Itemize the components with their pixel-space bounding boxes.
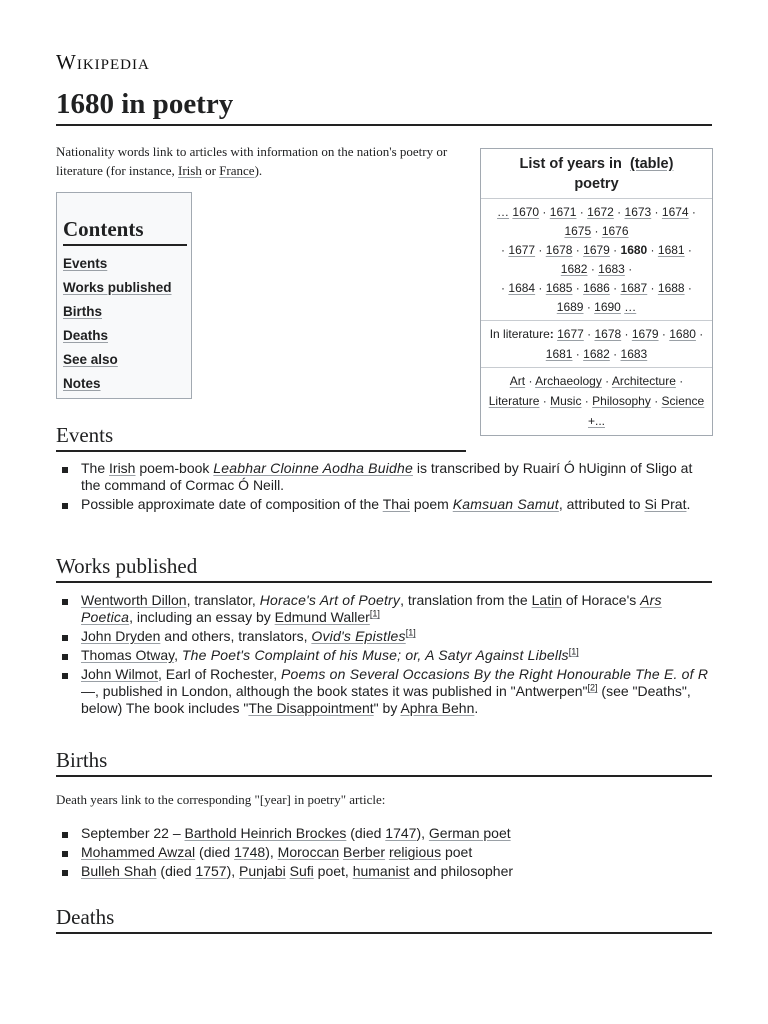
year-link-1686[interactable]: 1686 [583, 281, 610, 295]
separator: · [651, 205, 662, 219]
latin-link[interactable]: Latin [531, 592, 562, 608]
table-of-contents [56, 192, 192, 399]
toc-item-deaths[interactable]: Deaths [63, 328, 109, 343]
separator: · [684, 243, 692, 257]
list-item: Possible approximate date of composition of the Thai poem Kamsuan Samut, attributed to Si Prat. [62, 496, 712, 513]
kamsuan-samut-link[interactable]: Kamsuan Samut [452, 496, 559, 512]
reference-link[interactable]: [1] [369, 608, 380, 619]
list-item: The Irish poem-book Leabhar Cloinne Aodha Buidhe is transcribed by Ruairí Ó hUiginn of Sligo at the command of Cormac Ó Neill. [62, 460, 712, 494]
author-link[interactable]: Wentworth Dillon [81, 592, 187, 608]
toc-list [63, 252, 186, 396]
german-poet-link[interactable]: German poet [428, 825, 511, 841]
year-link-1677[interactable]: 1677 [557, 327, 584, 341]
separator: · [609, 347, 621, 361]
separator: · [535, 281, 546, 295]
events-list [62, 460, 712, 515]
arts-link-art[interactable]: Art [509, 374, 526, 388]
list-item: Wentworth Dillon, translator, Horace's Art of Poetry, translation from the Latin of Horace's Ars Poetica, including an essay by Edmund Waller[1] [62, 592, 712, 626]
reference-link[interactable]: [2] [587, 682, 598, 693]
year-link-1673[interactable]: 1673 [624, 205, 652, 219]
year-link-1679[interactable]: 1679 [583, 243, 610, 257]
year-link-1670[interactable]: 1670 [512, 205, 540, 219]
births-list [62, 825, 712, 882]
separator: · [539, 394, 551, 408]
navbox-years: … 1670 · 1671 · 1672 · 1673 · 1674 · 1675 · 1676 · 1677 · 1678 · 1679 · 1680 · 1681 · 1682 · 1683 · · 1684 · 1685 · 1686 · 1687 · 1688 · 1689 · 1690 … [481, 199, 712, 321]
literature-label: In literature [489, 327, 550, 341]
navbox-title-text: poetry [574, 176, 619, 192]
arts-link-science[interactable]: Science [661, 394, 705, 408]
page-title: 1680 in poetry [56, 86, 712, 126]
section-heading-events: Events [56, 422, 466, 452]
arts-link-archaeology[interactable]: Archaeology [535, 374, 602, 388]
navbox-title-text: List of years in [519, 156, 622, 172]
years-navbox [480, 148, 713, 436]
separator: · [576, 205, 588, 219]
humanist-link[interactable]: humanist [352, 863, 410, 879]
separator: · [583, 300, 595, 314]
moroccan-link[interactable]: Moroccan [277, 844, 340, 860]
table-link[interactable]: (table) [629, 156, 674, 172]
year-link-1679[interactable]: 1679 [631, 327, 659, 341]
toc-item-works-published[interactable]: Works published [63, 280, 172, 295]
year-link[interactable]: 1747 [385, 825, 417, 841]
section-heading-deaths: Deaths [56, 904, 712, 934]
year-link-1684[interactable]: 1684 [508, 281, 536, 295]
thai-link[interactable]: Thai [382, 496, 410, 512]
ellipsis-link[interactable]: … [497, 205, 510, 219]
author-link[interactable]: John Wilmot [81, 666, 159, 682]
reference-link[interactable]: [1] [568, 646, 579, 657]
year-link-1675[interactable]: 1675 [564, 224, 592, 238]
separator: · [539, 205, 550, 219]
irish-link[interactable]: Irish [178, 163, 202, 178]
sufi-link[interactable]: Sufi [289, 863, 314, 879]
toc-item-see-also[interactable]: See also [63, 352, 118, 367]
list-item: John Dryden and others, translators, Ovid's Epistles[1] [62, 628, 712, 645]
section-heading-births: Births [56, 747, 712, 777]
arts-link-architecture[interactable]: Architecture [611, 374, 676, 388]
berber-link[interactable]: Berber [343, 844, 386, 860]
year-link-1681[interactable]: 1681 [657, 243, 685, 257]
author-link[interactable]: Edmund Waller [274, 609, 370, 625]
list-item: Mohammed Awzal (died 1748), Moroccan Berber religious poet [62, 844, 712, 861]
section-heading-works-published: Works published [56, 553, 712, 583]
france-link[interactable]: France [219, 163, 255, 178]
navbox-literature: In literature: 1677 · 1678 · 1679 · 1680 · 1681 · 1682 · 1683 [481, 321, 712, 368]
year-link-1680[interactable]: 1680 [669, 327, 696, 341]
separator: · [658, 327, 670, 341]
year-link-1674[interactable]: 1674 [661, 205, 689, 219]
separator: · [572, 243, 584, 257]
poem-book-link[interactable]: Leabhar Cloinne Aodha Buidhe [213, 460, 413, 476]
year-link-1678[interactable]: 1678 [545, 243, 573, 257]
separator: · [583, 327, 595, 341]
year-link-1689[interactable]: 1689 [556, 300, 584, 314]
ellipsis-link[interactable]: … [624, 300, 637, 314]
intro-text: or [201, 163, 220, 178]
year-link-1672[interactable]: 1672 [587, 205, 614, 219]
author-link[interactable]: Aphra Behn [400, 700, 475, 716]
separator: · [647, 281, 658, 295]
person-link[interactable]: Barthold Heinrich Brockes [184, 825, 347, 841]
reference-link[interactable]: [1] [405, 627, 416, 638]
author-link[interactable]: John Dryden [81, 628, 161, 644]
arts-link-philosophy[interactable]: Philosophy [592, 394, 651, 408]
ovid-epistles-link[interactable]: Ovid's Epistles [311, 628, 406, 644]
year-link-1683[interactable]: 1683 [598, 262, 625, 276]
separator: · [572, 281, 584, 295]
year-link-1685[interactable]: 1685 [545, 281, 573, 295]
intro-text: ). [254, 163, 263, 178]
si-prat-link[interactable]: Si Prat [644, 496, 687, 512]
toc-item-notes[interactable]: Notes [63, 376, 101, 391]
ars-poetica-link[interactable]: Ars Poetica [81, 592, 662, 625]
year-link-1676[interactable]: 1676 [601, 224, 629, 238]
year-link[interactable]: 1748 [234, 844, 266, 860]
separator: · [587, 262, 599, 276]
religious-link[interactable]: religious [388, 844, 442, 860]
year-link-1683[interactable]: 1683 [620, 347, 648, 361]
births-note: Death years link to the corresponding "[year] in poetry" article: [56, 792, 386, 807]
separator: · [647, 243, 658, 257]
year-link-1681[interactable]: 1681 [545, 347, 573, 361]
separator: · [501, 281, 509, 295]
list-item: John Wilmot, Earl of Rochester, Poems on Several Occasions By the Right Honourable The E. of R—, published in London, although the book states it was published in "Antwerpen"[2] (see "Deaths", below) The book includes "The Disappointment" by Aphra Behn. [62, 666, 712, 717]
year-link-1688[interactable]: 1688 [657, 281, 685, 295]
year-link-1678[interactable]: 1678 [594, 327, 622, 341]
separator: · [601, 374, 612, 388]
person-link[interactable]: Mohammed Awzal [81, 844, 196, 860]
year-link-1682[interactable]: 1682 [560, 262, 588, 276]
separator: · [650, 394, 662, 408]
year-link-1671[interactable]: 1671 [549, 205, 577, 219]
separator: · [684, 281, 692, 295]
year-link-1687[interactable]: 1687 [620, 281, 648, 295]
list-item: September 22 – Barthold Heinrich Brockes (died 1747), German poet [62, 825, 712, 842]
separator: · [613, 205, 625, 219]
year-link-1680: 1680 [620, 243, 648, 257]
separator: · [675, 374, 684, 388]
wikipedia-wordmark[interactable]: Wikipedia [56, 50, 150, 74]
separator: · [525, 374, 536, 388]
separator: · [581, 394, 593, 408]
more-link[interactable]: +... [587, 414, 605, 428]
list-item: Bulleh Shah (died 1757), Punjabi Sufi poet, humanist and philosopher [62, 863, 712, 880]
separator: · [695, 327, 704, 341]
separator: · [535, 243, 546, 257]
separator: · [609, 243, 621, 257]
year-link-1690[interactable]: 1690 [594, 300, 621, 314]
author-link[interactable]: Thomas Otway [81, 647, 175, 663]
irish-link[interactable]: Irish [109, 460, 136, 476]
navbox-title [481, 149, 712, 199]
separator: · [688, 205, 696, 219]
toc-item-events[interactable]: Events [63, 256, 108, 271]
navbox-arts [481, 368, 712, 435]
separator: · [572, 347, 584, 361]
list-item: Thomas Otway, The Poet's Complaint of his Muse; or, A Satyr Against Libells[1] [62, 647, 712, 664]
arts-link-music[interactable]: Music [550, 394, 582, 408]
poem-link[interactable]: The Disappointment [248, 700, 374, 716]
person-link[interactable]: Bulleh Shah [81, 863, 157, 879]
arts-link-literature[interactable]: Literature [488, 394, 540, 408]
intro-paragraph [56, 142, 468, 180]
toc-item-births[interactable]: Births [63, 304, 103, 319]
toc-title: Contents [63, 217, 187, 246]
intro-text: Nationality words link to articles with information on the nation's poetry or literature (for instance, [56, 144, 448, 178]
year-link[interactable]: 1757 [195, 863, 227, 879]
separator: · [501, 243, 509, 257]
separator: · [591, 224, 602, 238]
separator: · [621, 327, 632, 341]
works-list [62, 592, 712, 719]
year-link-1682[interactable]: 1682 [583, 347, 610, 361]
year-link-1677[interactable]: 1677 [508, 243, 536, 257]
separator: · [609, 281, 621, 295]
punjabi-link[interactable]: Punjabi [239, 863, 286, 879]
